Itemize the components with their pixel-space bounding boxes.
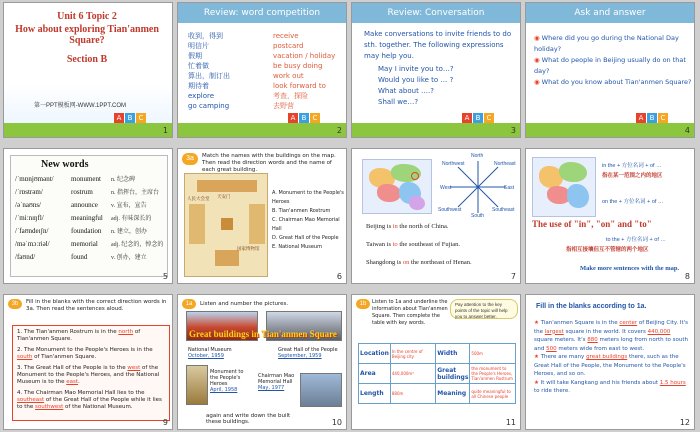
map-building-east	[249, 204, 265, 244]
green-band	[352, 123, 520, 137]
example-sentence: Beijing is in the north of China.	[366, 223, 449, 230]
word-row: /ˈmiːnɪŋfl/ meaningful adj. 有味深长的	[15, 214, 152, 222]
map-label: 国家博物馆	[237, 246, 260, 251]
word-item: postcard	[273, 42, 304, 50]
slide-number: 6	[336, 272, 342, 281]
map-building-south	[215, 250, 239, 266]
table-label: Great buildings	[436, 364, 470, 384]
abc-decoration	[114, 113, 146, 123]
compass-northwest: Northwest	[442, 161, 465, 167]
paragraph-1: ★ Tian'anmen Square is in the center of Beijing City. It's the largest square in the world. It covers 440,000 square meters. It's 880 meters long from north to south and 500 meters wide from east to west.	[534, 320, 689, 352]
word-item: 假期	[188, 52, 202, 60]
example-sentence: Shangdong is on the northeast of Henan.	[366, 259, 472, 266]
expression-item: Shall we…?	[378, 98, 419, 106]
slide-header: Review: word competition	[203, 8, 321, 18]
compass-north: North	[471, 153, 484, 159]
star-icon: ★	[534, 379, 539, 386]
letter-a-icon: A	[636, 113, 646, 123]
letter-b-icon: B	[647, 113, 657, 123]
table-label: Meaning	[436, 384, 470, 404]
word-item: receive	[273, 32, 299, 40]
slide-header: Review: Conversation	[387, 8, 485, 18]
rule-to: to the + 方位名词 + of …	[606, 237, 666, 243]
slide-thumbnail-5[interactable]	[3, 148, 173, 284]
table-value[interactable]: the monument to the People's Heroes, Tian'anmen Rostrum	[470, 364, 516, 384]
word-item: 考查，探险	[273, 92, 308, 100]
practice-prompt: Make more sentences with the map.	[580, 265, 680, 272]
unit-title: Unit 6 Topic 2	[57, 11, 117, 22]
rule-on: on the + 方位名词 + of …	[602, 199, 664, 205]
slide-thumbnail-12[interactable]	[525, 294, 695, 430]
example-sentence: Taiwan is to the southeast of Fujian.	[366, 241, 460, 248]
slide-thumbnail-7[interactable]	[351, 148, 521, 284]
word-item: 忙着做	[188, 62, 209, 70]
abc-decoration	[636, 113, 668, 123]
compass-east: East	[504, 185, 515, 191]
activity-badge: 1b	[356, 299, 370, 309]
word-item: look forward to	[273, 82, 326, 90]
question-item: ◉ What do you know about Tian'anmen Square?	[534, 78, 692, 86]
question-item: ◉ Where did you go during the National Day holiday?	[534, 34, 679, 53]
key-words-table	[358, 343, 516, 404]
fill-item: 3. The Great Hall of the People is to the west of the Monument to the People's Heroes, and the National Museum is to the east.	[17, 365, 160, 385]
word-item: vacation / holiday	[273, 52, 336, 60]
slide-number: 12	[679, 418, 690, 427]
map-building-center	[221, 218, 233, 230]
map-region	[377, 184, 401, 202]
slide-sorter-grid	[3, 2, 697, 430]
green-band	[526, 123, 694, 137]
word-row: /faʊnd/ found v. 创办，建立	[15, 253, 147, 261]
word-item: 明信片	[188, 42, 209, 50]
slide-number: 5	[162, 272, 168, 281]
letter-b-icon: B	[299, 113, 309, 123]
compass-south: South	[471, 213, 485, 219]
slide-number: 11	[505, 418, 516, 427]
slide-thumbnail-10[interactable]	[177, 294, 347, 430]
table-value[interactable]: 500m	[470, 344, 516, 364]
word-row: /ˈrɒstrəm/ rostrum n. 指挥台，主席台	[15, 188, 160, 196]
target-icon: ◉	[534, 78, 540, 86]
prepositions-headline: The use of "in", "on" and "to"	[532, 219, 652, 229]
exercise-heading: Fill in the blanks according to 1a.	[536, 303, 647, 310]
instruction-text: Listen and number the pictures.	[200, 301, 289, 307]
table-row	[359, 384, 516, 404]
map-building-north	[197, 180, 257, 192]
slide-thumbnail-9[interactable]	[3, 294, 173, 430]
square-map	[184, 173, 268, 277]
map-building-west	[189, 204, 205, 244]
instruction-text: Listen to 1a and underline the information about Tian'anmen Square. Then complete the table with key words.	[372, 299, 448, 326]
footer-text: 第一PPT模板网-WWW.1PPT.COM	[34, 103, 126, 109]
legend-item: B. Tian'anmen Rostrum	[272, 208, 331, 214]
fill-item: 1. The Tian'anmen Rostrum is in the north of Tian'anmen Square.	[17, 329, 141, 342]
slide-number: 7	[510, 272, 516, 281]
target-icon: ◉	[534, 34, 540, 42]
slide-thumbnail-11[interactable]	[351, 294, 521, 430]
fill-paragraph	[534, 319, 690, 396]
word-item: be busy doing	[273, 62, 323, 70]
word-item: 去野营	[273, 102, 294, 110]
word-item: explore	[188, 92, 215, 100]
beijing-marker-icon	[411, 172, 419, 180]
map-region	[409, 196, 425, 210]
instruction-text: Fill in the blanks with the correct direction words in 3a. Then read the sentences aloud.	[26, 299, 167, 312]
question-list	[534, 33, 692, 88]
intro-text: Make conversations to invite friends to do sth. together. The following expressions may help you.	[364, 30, 512, 60]
overlay-title: Great buildings in Tian'anmen Square	[189, 329, 337, 339]
slide-thumbnail-3[interactable]	[351, 2, 521, 138]
slide-number: 8	[684, 272, 690, 281]
new-words-box	[10, 155, 168, 277]
word-row: /ˈmɒnjʊmənt/ monument n. 纪念碑	[15, 175, 136, 183]
star-icon: ★	[534, 354, 539, 360]
star-icon: ★	[534, 320, 539, 326]
slide-thumbnail-4[interactable]	[525, 2, 695, 138]
table-label: Location	[359, 344, 391, 364]
letter-b-icon: B	[473, 113, 483, 123]
chinese-word-list	[188, 31, 230, 111]
abc-decoration	[462, 113, 494, 123]
table-row	[359, 364, 516, 384]
word-row: /məˈmɔːriəl/ memorial adj. 纪念的，悼念的	[15, 240, 164, 248]
slide-thumbnail-6[interactable]	[177, 148, 347, 284]
paragraph-3: ★ It will take Kangkang and his friends about 1.5 hours to ride there.	[534, 379, 686, 394]
rule-to-note: 指相互接壤但互不管辖的两个地区	[566, 247, 649, 253]
compass-northeast: Northeast	[494, 161, 516, 167]
slide-number: 2	[336, 126, 342, 135]
letter-a-icon: A	[462, 113, 472, 123]
photo-memorial-hall	[300, 373, 342, 407]
legend-item: A. Monument to the People's Heroes	[272, 190, 344, 205]
slide-number: 4	[684, 126, 690, 135]
paragraph-2: ★ There are many great buildings there, such as the Great Hall of the People, the Monument to the People's Heroes, and so on.	[534, 354, 686, 377]
word-row: /ˈfaʊndeɪʃn/ foundation n. 建立，创办	[15, 227, 148, 235]
target-icon: ◉	[534, 56, 540, 64]
rule-in-note: 指在某一范围之内的地区	[602, 173, 663, 179]
compass-west: West	[440, 185, 452, 191]
slide-number: 10	[331, 418, 342, 427]
expression-item: What about ….?	[378, 87, 434, 95]
map-label: 人民大会堂	[187, 196, 210, 201]
map-label: 天安门	[217, 194, 231, 199]
legend-item: C. Chairman Mao Memorial Hall	[272, 217, 340, 232]
instruction-text: Match the names with the buildings on the map. Then read the direction words and the name of each great building.	[202, 153, 336, 173]
green-band	[178, 123, 346, 137]
section-title: Section B	[66, 54, 108, 65]
word-item: 算出，制订出	[188, 72, 230, 80]
instruction-tail: again and write down the built these buildings.	[206, 413, 291, 425]
tip-bubble: Pay attention to the key points of the topic will help you to answer better.	[450, 299, 518, 319]
slide-number: 1	[162, 126, 168, 135]
word-item: 期待着	[188, 82, 209, 90]
map-region	[559, 162, 587, 182]
legend-item: E. National Museum	[272, 244, 322, 250]
table-value[interactable]: quite meaningful to all Chinese people	[470, 384, 516, 404]
caption: National Museum October, 1959	[188, 347, 232, 359]
compass-southeast: Southeast	[492, 207, 515, 213]
building-legend	[272, 189, 346, 252]
conversation-content	[364, 29, 514, 108]
slide-number: 3	[510, 126, 516, 135]
letter-c-icon: C	[658, 113, 668, 123]
legend-item: D. Great Hall of the People	[272, 235, 339, 241]
fill-item: 2. The Monument to the People's Heroes is in the south of Tian'anmen Square.	[17, 347, 153, 360]
new-words-title: New words	[41, 159, 89, 170]
english-word-list	[273, 31, 335, 111]
question-item: ◉ What do people in Beijing usually do on that day?	[534, 56, 686, 75]
china-map	[532, 157, 596, 217]
slide-title-block	[12, 11, 162, 65]
letter-a-icon: A	[114, 113, 124, 123]
word-item: work out	[273, 72, 304, 80]
table-value[interactable]: 880m	[390, 384, 435, 404]
green-band	[4, 123, 172, 137]
map-region	[567, 184, 589, 208]
letter-c-icon: C	[310, 113, 320, 123]
expression-item: May I invite you to…?	[378, 65, 454, 73]
activity-badge: 3b	[8, 299, 22, 309]
fill-item: 4. The Chairman Mao Memorial Hall lies to the southeast of the Great Hall of the People while it lies to the southwest of the National Museum.	[17, 390, 162, 410]
fill-in-box	[12, 325, 170, 421]
word-row: /əˈnaʊns/ announce v. 宣布，宣告	[15, 201, 147, 209]
slide-header: Ask and answer	[574, 8, 646, 18]
word-item: 收到，得到	[188, 32, 223, 40]
table-row	[359, 344, 516, 364]
slide-thumbnail-8[interactable]	[525, 148, 695, 284]
photo-monument	[186, 365, 208, 405]
slide-thumbnail-2[interactable]	[177, 2, 347, 138]
table-value[interactable]: 440,000m²	[390, 364, 435, 384]
table-label: Area	[359, 364, 391, 384]
table-label: Width	[436, 344, 470, 364]
compass-southwest: Southwest	[438, 207, 462, 213]
slide-number: 9	[162, 418, 168, 427]
table-label: Length	[359, 384, 391, 404]
rule-in: in the + 方位名词 + of …	[602, 163, 662, 169]
word-item: go camping	[188, 102, 230, 110]
activity-badge: 1a	[182, 299, 196, 309]
letter-b-icon: B	[125, 113, 135, 123]
abc-decoration	[288, 113, 320, 123]
slide-thumbnail-1[interactable]	[3, 2, 173, 138]
table-value[interactable]: In the centre of Beijing city	[390, 344, 435, 364]
letter-c-icon: C	[136, 113, 146, 123]
china-map	[362, 159, 432, 214]
activity-badge: 3a	[182, 153, 198, 165]
caption: Chairman Mao Memorial Hall May, 1977	[258, 373, 295, 391]
caption: Great Hall of the People September, 1959	[278, 347, 338, 359]
expression-item: Would you like to … ?	[378, 76, 454, 84]
caption: Monument to the People's Heroes April, 1958	[210, 369, 244, 393]
topic-title: How about exploring Tian'anmen Square?	[15, 24, 159, 46]
letter-c-icon: C	[484, 113, 494, 123]
letter-a-icon: A	[288, 113, 298, 123]
